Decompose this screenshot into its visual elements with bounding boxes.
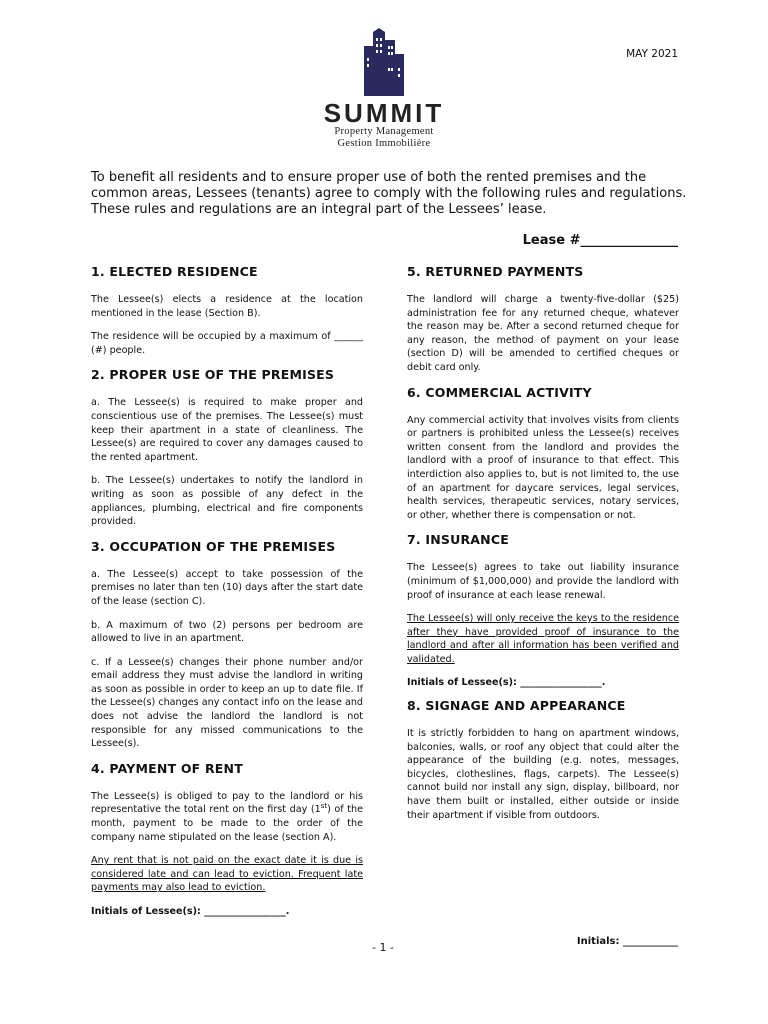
section-title: 3. OCCUPATION OF THE PREMISES <box>91 538 336 554</box>
section-signage <box>407 698 679 822</box>
section-title: 6. COMMERCIAL ACTIVITY <box>407 384 592 400</box>
left-column <box>91 264 363 927</box>
rent-text-a: The Lessee(s) is obliged to pay to the landlord or his representative the total rent on the first day (1 <box>91 790 363 816</box>
city-buildings-icon <box>362 28 406 96</box>
brand-subtitle-en: Property Management <box>334 126 434 137</box>
section-title: 7. INSURANCE <box>407 532 509 548</box>
section-title: 5. RETURNED PAYMENTS <box>407 264 584 279</box>
lease-number-field: Lease #_______________ <box>522 233 678 248</box>
right-column <box>407 264 679 832</box>
paragraph <box>91 790 363 844</box>
paragraph: b. A maximum of two (2) persons per bedroom are allowed to live in an apartment. <box>91 619 363 645</box>
paragraph: a. The Lessee(s) accept to take possession of the premises no later than ten (10) days after the start date of the lease (section C). <box>91 568 363 607</box>
section-title: 4. PAYMENT OF RENT <box>91 760 243 776</box>
paragraph: Any commercial activity that involves visits from clients or partners is prohibited unless the Lessee(s) receives written consent from the landlord and provides the landlord with a proof of insurance to that effect. This interdiction also applies to, but is not limited to, the use of an apartment for daycare services, legal services, health services, therapeutic services, notary services, or other, whether there is compensation or not. <box>407 414 679 521</box>
section-payment-of-rent <box>91 761 363 919</box>
section-title: 1. ELECTED RESIDENCE <box>91 264 258 279</box>
intro-line-1: To benefit all residents and to ensure proper use of both the rented premises and the common areas, Lessees (tenants) agree to comply with the following rules and regulations. <box>91 170 687 201</box>
section-commercial-activity <box>407 385 679 523</box>
paragraph: b. The Lessee(s) undertakes to notify the landlord in writing as soon as possible of any defect in the appliances, plumbing, electrical and fire components provided. <box>91 475 363 528</box>
section-returned-payments <box>407 264 679 375</box>
section-title: 8. SIGNAGE AND APPEARANCE <box>407 698 626 714</box>
section-insurance <box>407 532 679 690</box>
page-number: - 1 - <box>372 941 394 954</box>
paragraph: a. The Lessee(s) is required to make proper and conscientious use of the premises. The Lessee(s) must keep their apartment in a state of cleanliness. The Lessee(s) are required to cover any damages caused to the rented apartment. <box>91 397 363 463</box>
late-payment-notice: Any rent that is not paid on the exact date it is due is considered late and can lead to eviction. Frequent late payments may also lead to eviction. <box>91 855 363 894</box>
footer-initials-field: Initials: ___________ <box>576 936 678 947</box>
rent-text-b: ) of the month, payment to be made to the order of the company name stipulated on the lease (section A). <box>91 804 363 843</box>
document-date: MAY 2021 <box>626 48 678 60</box>
section-title: 2. PROPER USE OF THE PREMISES <box>91 367 335 383</box>
paragraph: The residence will be occupied by a maximum of ______ (#) people. <box>91 331 363 356</box>
section-proper-use <box>91 367 363 528</box>
paragraph: The landlord will charge a twenty-five-dollar ($25) administration fee for any returned cheque, whatever the reason may be. After a second returned cheque for any reason, the method of payment on your lease (section D) will be amended to certified cheques or debit card only. <box>407 294 679 373</box>
brand-subtitle-fr: Gestion Immobilière <box>337 138 431 149</box>
paragraph: It is strictly forbidden to hang on apartment windows, balconies, walls, or roof any object that could alter the appearance of the building (e.g. notes, messages, bicycles, clotheslines, flags, carpets). The Lessee(s) cannot build nor install any sign, display, billboard, nor have them built or installed, either outside or inside their apartment if visible from outdoors. <box>407 728 679 821</box>
paragraph: c. If a Lessee(s) changes their phone number and/or email address they must advise the landlord in writing as soon as possible in order to keep an up to date file. If the Lessee(s) changes any contact info on the lease and does not advise the landlord the landlord is not responsible for any missed communications to the Lessee(s). <box>91 656 363 750</box>
section-occupation <box>91 539 363 751</box>
ordinal-suffix: st <box>320 802 328 811</box>
initials-field: Initials of Lessee(s): _________________. <box>407 677 606 689</box>
section-elected-residence <box>91 264 363 357</box>
keys-notice: The Lessee(s) will only receive the keys to the residence after they have provided proof of insurance to the landlord and after all information has been verified and validated. <box>407 613 679 665</box>
paragraph: The Lessee(s) agrees to take out liability insurance (minimum of $1,000,000) and provide the landlord with proof of insurance at each lease renewal. <box>407 562 679 601</box>
initials-field: Initials of Lessee(s): _________________. <box>91 906 290 917</box>
company-logo <box>322 28 446 150</box>
paragraph: The Lessee(s) elects a residence at the location mentioned in the lease (Section B). <box>91 294 363 319</box>
intro-line-2: These rules and regulations are an integral part of the Lessees’ lease. <box>91 202 547 217</box>
brand-name: SUMMIT <box>323 98 445 128</box>
intro-text <box>91 170 691 218</box>
